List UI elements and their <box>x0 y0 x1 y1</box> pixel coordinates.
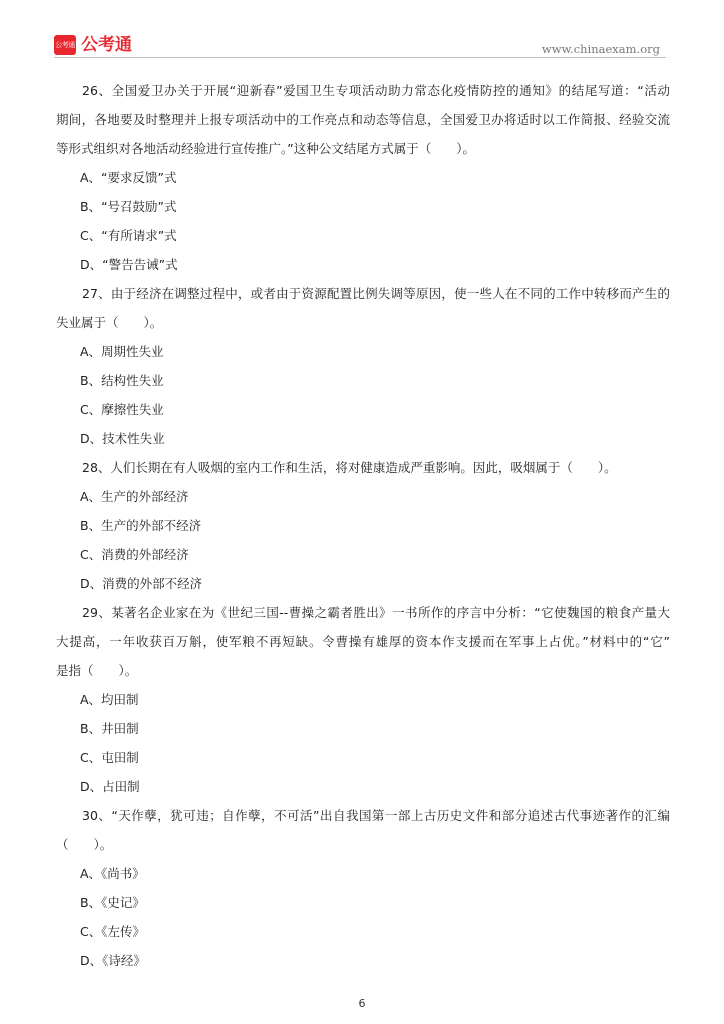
logo-icon: 公考通 <box>54 35 76 55</box>
question-stem-line: 28、人们长期在有人吸烟的室内工作和生活，将对健康造成严重影响。因此，吸烟属于（ ）。 <box>82 460 617 475</box>
option-d: D、占田制 <box>80 779 140 794</box>
option-a: A、均田制 <box>80 692 139 707</box>
header-divider <box>54 57 666 58</box>
option-c: C、摩擦性失业 <box>80 402 164 417</box>
question-stem-line: 26、全国爱卫办关于开展“迎新春”爱国卫生专项活动助力常态化疫情防控的通知》的结尾写道：“活动 <box>82 83 670 98</box>
option-b: B、“号召鼓励”式 <box>80 199 177 214</box>
option-a: A、生产的外部经济 <box>80 489 189 504</box>
option-b: B、井田制 <box>80 721 139 736</box>
question-stem-line: 是指（ ）。 <box>56 663 138 678</box>
question-30 <box>56 801 670 975</box>
option-a: A、“要求反馈”式 <box>80 170 177 185</box>
question-content <box>56 76 670 975</box>
question-stem-line: 29、某著名企业家在为《世纪三国--曹操之霸者胜出》一书所作的序言中分析：“它使魏国的粮食产量大 <box>82 605 670 620</box>
option-b: B、生产的外部不经济 <box>80 518 202 533</box>
option-d: D、消费的外部不经济 <box>80 576 203 591</box>
option-a: A、周期性失业 <box>80 344 164 359</box>
site-url: www.chinaexam.org <box>541 42 660 56</box>
option-d: D、《诗经》 <box>80 953 146 968</box>
question-stem-line: 等形式组织对各地活动经验进行宣传推广。”这种公文结尾方式属于（ ）。 <box>56 141 475 156</box>
brand-logo <box>54 34 132 56</box>
question-stem-line: 失业属于（ ）。 <box>56 315 163 330</box>
question-stem-line: 27、由于经济在调整过程中，或者由于资源配置比例失调等原因，使一些人在不同的工作中转移而产生的 <box>82 286 670 301</box>
question-stem-line: 大提高，一年收获百万斛，使军粮不再短缺。令曹操有雄厚的资本作支援而在军事上占优。”材料中的“它” <box>56 634 670 649</box>
option-c: C、“有所请求”式 <box>80 228 177 243</box>
question-27 <box>56 279 670 453</box>
question-29 <box>56 598 670 801</box>
page-header <box>0 0 724 64</box>
question-stem-line: （ ）。 <box>56 837 113 852</box>
question-26 <box>56 76 670 279</box>
question-stem-line: 30、“天作孽，犹可违；自作孽，不可活”出自我国第一部上古历史文件和部分追述古代事迹著作的汇编 <box>82 808 670 823</box>
option-b: B、《史记》 <box>80 895 145 910</box>
logo-text: 公考通 <box>81 35 132 55</box>
option-b: B、结构性失业 <box>80 373 164 388</box>
option-c: C、屯田制 <box>80 750 139 765</box>
option-a: A、《尚书》 <box>80 866 145 881</box>
option-d: D、“警告告诫”式 <box>80 257 178 272</box>
option-d: D、技术性失业 <box>80 431 165 446</box>
page-number: 6 <box>358 997 366 1010</box>
question-28 <box>56 453 670 598</box>
option-c: C、《左传》 <box>80 924 145 939</box>
option-c: C、消费的外部经济 <box>80 547 189 562</box>
question-stem-line: 期间，各地要及时整理并上报专项活动中的工作亮点和动态等信息，全国爱卫办将适时以工作简报、经验交流 <box>56 112 670 127</box>
